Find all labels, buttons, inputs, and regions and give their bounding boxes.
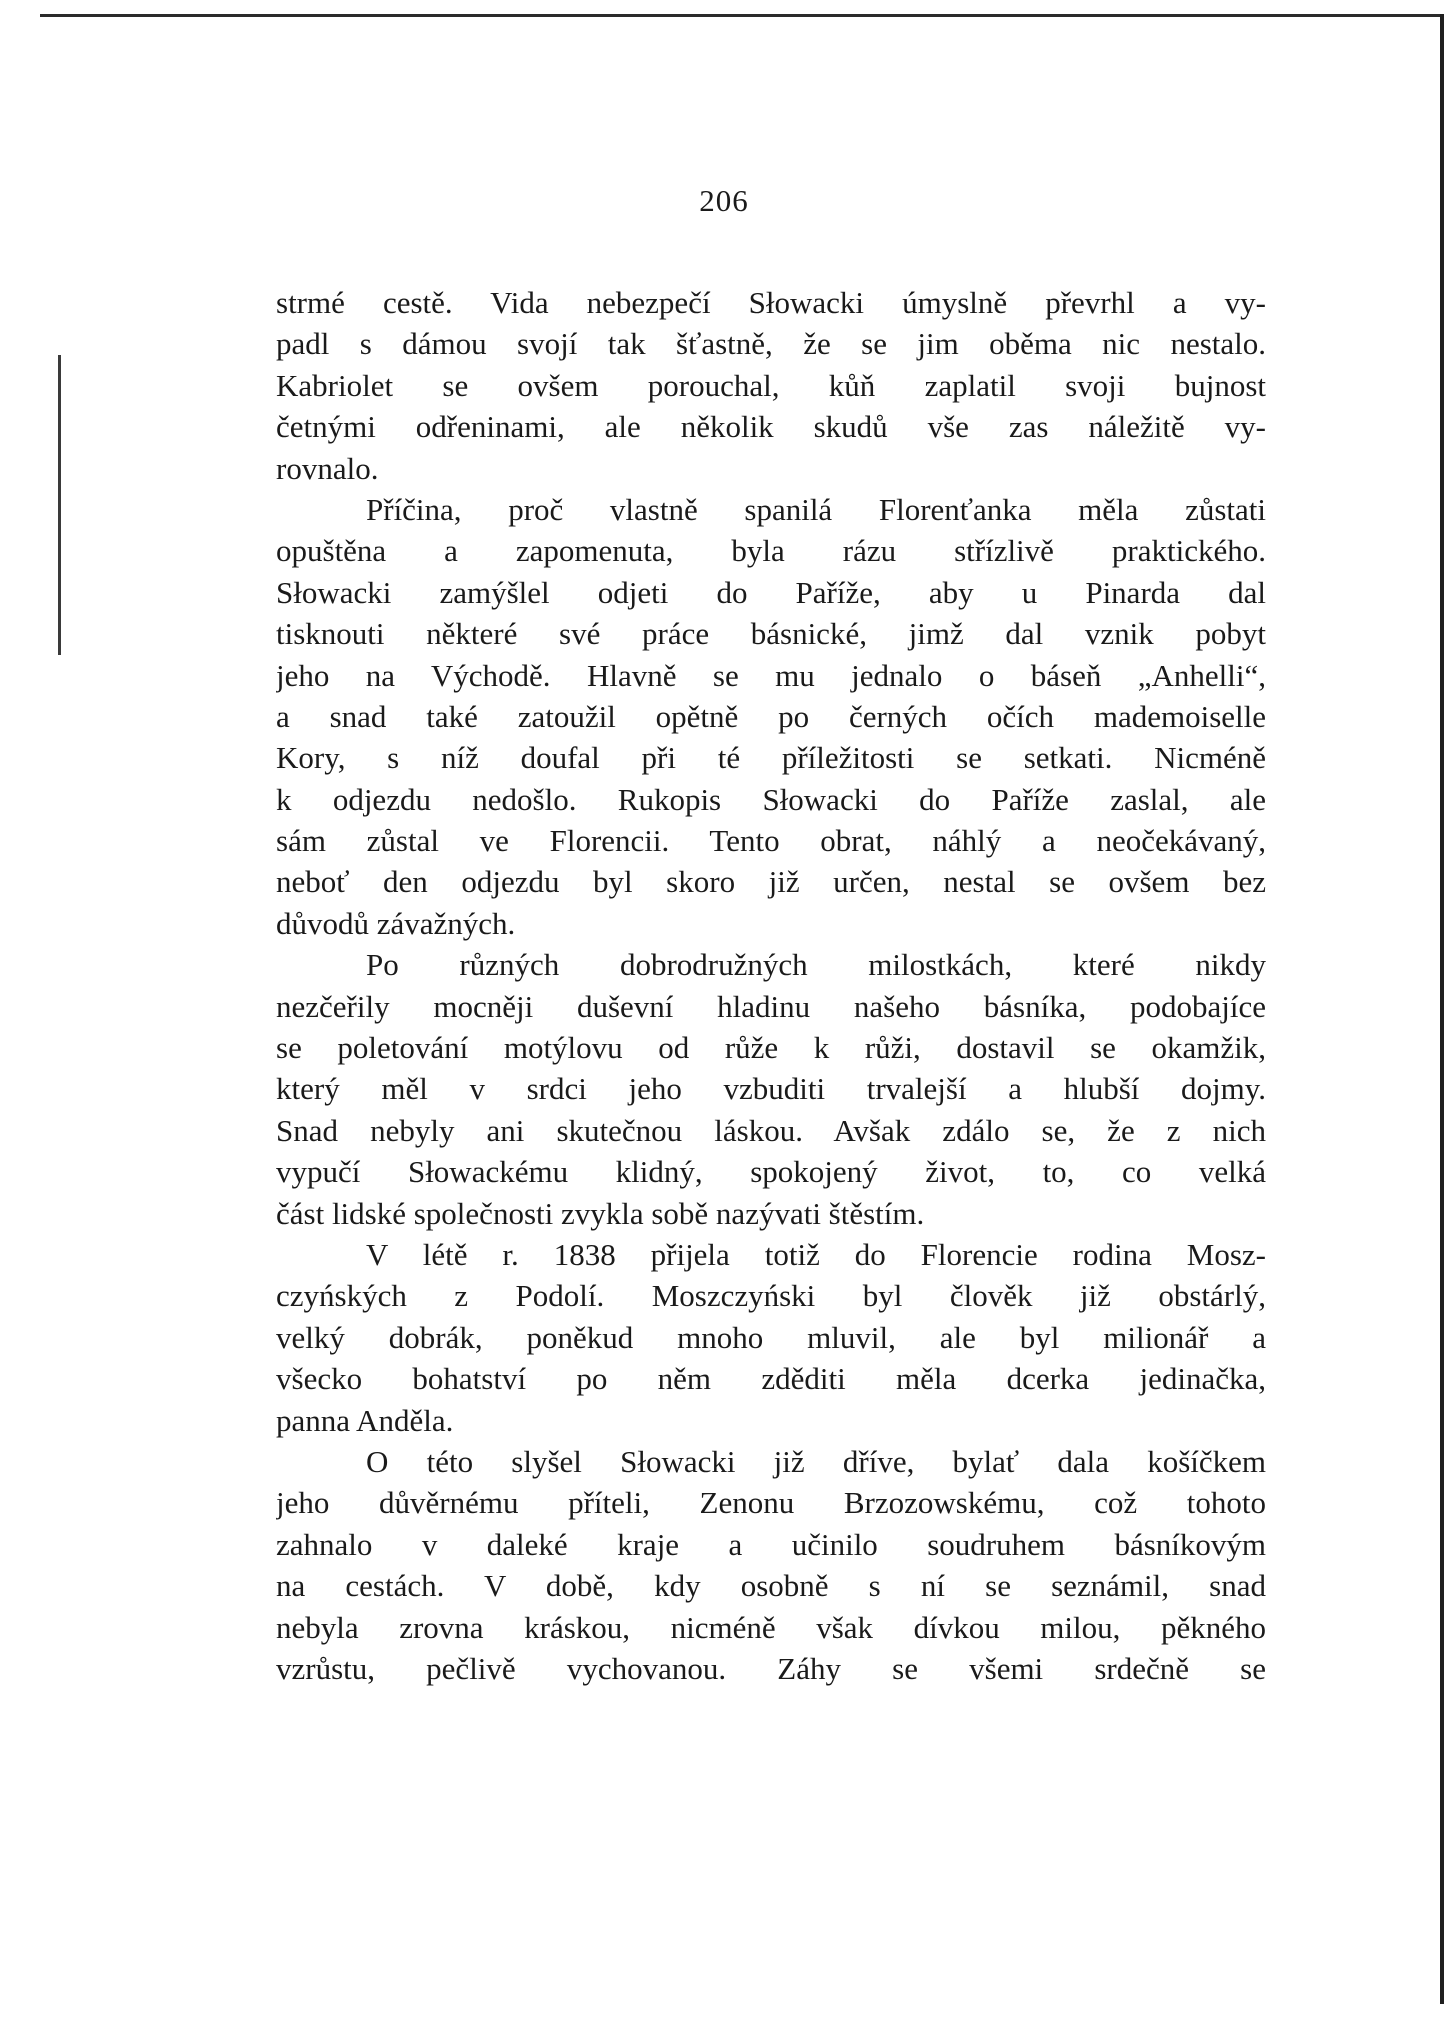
text-line: velký dobrák, poněkud mnoho mluvil, ale byl milionář a: [276, 1319, 1266, 1355]
text-line: se poletování motýlovu od růže k růži, dostavil se okamžik,: [276, 1030, 1266, 1066]
text-line: Snad nebyly ani skutečnou láskou. Avšak zdálo se, že z nich: [276, 1112, 1266, 1148]
text-line: Słowacki zamýšlel odjeti do Paříže, aby u Pinarda dal: [276, 574, 1266, 610]
text-line: neboť den odjezdu byl skoro již určen, nestal se ovšem bez: [276, 864, 1266, 900]
text-line: strmé cestě. Vida nebezpečí Słowacki úmyslně převrhl a vy-: [276, 285, 1266, 320]
text-line: czyńských z Podolí. Moszczyński byl člověk již obstárlý,: [276, 1278, 1266, 1314]
text-line: padl s dámou svojí tak šťastně, že se jim oběma nic nestalo.: [276, 326, 1266, 362]
scan-mark-left: [58, 355, 61, 655]
text-line: nebyla zrovna kráskou, nicméně však dívkou milou, pěkného: [276, 1609, 1266, 1645]
scan-edge-right: [1440, 14, 1444, 2004]
text-line: Kory, s níž doufal při té příležitosti se setkati. Nicméně: [276, 740, 1266, 776]
scan-edge-top: [40, 14, 1444, 17]
text-line: sám zůstal ve Florencii. Tento obrat, náhlý a neočekávaný,: [276, 823, 1266, 859]
text-line: tisknouti některé své práce básnické, jimž dal vznik pobyt: [276, 616, 1266, 652]
text-line: panna Anděla.: [276, 1402, 454, 1438]
text-line: četnými odřeninami, ale několik skudů vše zas náležitě vy-: [276, 409, 1266, 445]
text-line: opuštěna a zapomenuta, byla rázu střízlivě praktického.: [276, 533, 1266, 569]
text-line: část lidské společnosti zvykla sobě nazývati štěstím.: [276, 1195, 925, 1231]
text-line: jeho důvěrnému příteli, Zenonu Brzozowskému, což tohoto: [276, 1485, 1266, 1521]
text-line: Kabriolet se ovšem porouchal, kůň zaplatil svoji bujnost: [276, 367, 1266, 403]
text-line: vypučí Słowackému klidný, spokojený život, to, co velká: [276, 1154, 1266, 1190]
text-line: Příčina, proč vlastně spanilá Florenťanka měla zůstati: [366, 491, 1266, 527]
text-line: k odjezdu nedošlo. Rukopis Słowacki do Paříže zaslal, ale: [276, 781, 1266, 817]
body-text: [276, 282, 1266, 1689]
page-number: 206: [699, 183, 749, 218]
text-line: Po různých dobrodružných milostkách, které nikdy: [366, 947, 1266, 983]
text-line: zahnalo v daleké kraje a učinilo soudruhem básníkovým: [276, 1526, 1266, 1562]
text-line: na cestách. V době, kdy osobně s ní se seznámil, snad: [276, 1568, 1266, 1604]
text-line: důvodů závažných.: [276, 905, 516, 941]
text-line: který měl v srdci jeho vzbuditi trvalejší a hlubší dojmy.: [276, 1071, 1266, 1107]
text-line: všecko bohatství po něm zděditi měla dcerka jedinačka,: [276, 1361, 1266, 1397]
text-line: nezčeřily mocněji duševní hladinu našeho básníka, podobajíce: [276, 988, 1266, 1024]
text-line: jeho na Východě. Hlavně se mu jednalo o báseň „Anhelli“,: [276, 657, 1266, 693]
text-line: rovnalo.: [276, 450, 379, 486]
text-line: a snad také zatoužil opětně po černých očích mademoiselle: [276, 698, 1266, 734]
text-line: V létě r. 1838 přijela totiž do Florencie rodina Mosz-: [366, 1236, 1266, 1272]
text-line: vzrůstu, pečlivě vychovanou. Záhy se všemi srdečně se: [276, 1650, 1266, 1686]
text-line: O této slyšel Słowacki již dříve, bylať dala košíčkem: [366, 1443, 1266, 1479]
